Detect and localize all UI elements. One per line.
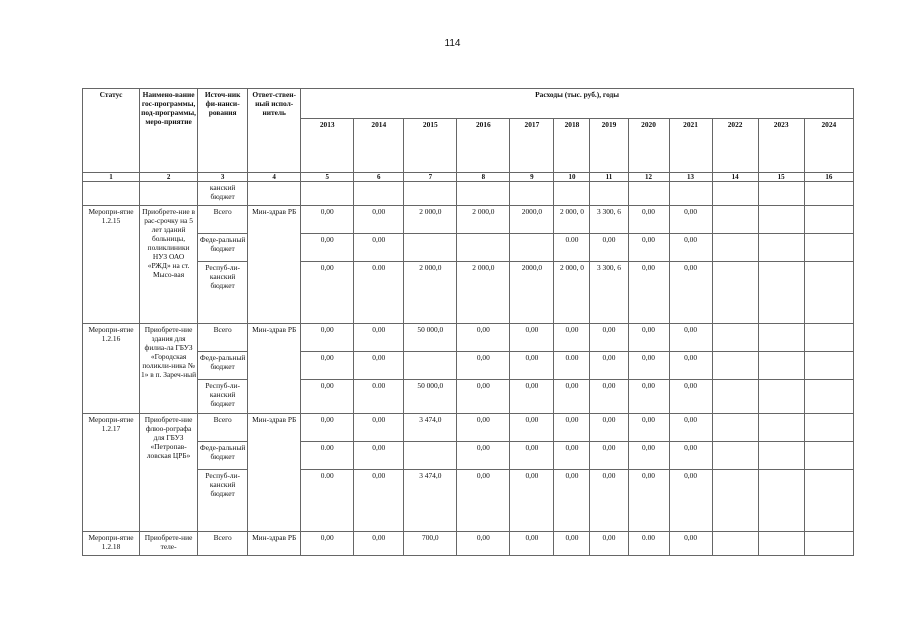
value-cell: 0,00 bbox=[354, 414, 404, 442]
value-cell: 0,00 bbox=[669, 532, 712, 556]
header-status: Статус bbox=[83, 89, 140, 173]
year-header: 2015 bbox=[404, 119, 457, 173]
value-cell bbox=[712, 442, 758, 470]
value-cell bbox=[712, 206, 758, 234]
value-cell bbox=[404, 352, 457, 380]
value-cell bbox=[804, 380, 853, 414]
value-cell bbox=[712, 324, 758, 352]
value-cell: 0,00 bbox=[554, 324, 590, 352]
value-cell bbox=[354, 182, 404, 206]
value-cell: 0,00 bbox=[669, 324, 712, 352]
table-row bbox=[83, 206, 854, 234]
year-header: 2020 bbox=[628, 119, 669, 173]
table-row bbox=[83, 352, 854, 380]
budget-table bbox=[82, 88, 854, 556]
value-cell bbox=[758, 414, 804, 442]
value-cell: 0,00 bbox=[354, 324, 404, 352]
measure-name-cell: Приобрете-ние теле- bbox=[140, 532, 198, 556]
value-cell: 0,00 bbox=[510, 380, 554, 414]
value-cell: 0,00 bbox=[590, 532, 628, 556]
column-number: 5 bbox=[301, 173, 354, 182]
value-cell: 0,00 bbox=[354, 532, 404, 556]
value-cell bbox=[628, 182, 669, 206]
value-cell bbox=[457, 182, 510, 206]
value-cell bbox=[758, 206, 804, 234]
value-cell bbox=[758, 352, 804, 380]
value-cell: 3 300, 6 bbox=[590, 262, 628, 324]
value-cell: 3 474,0 bbox=[404, 470, 457, 532]
table-row bbox=[83, 414, 854, 442]
value-cell bbox=[404, 182, 457, 206]
value-cell: 0,00 bbox=[301, 380, 354, 414]
value-cell bbox=[301, 182, 354, 206]
value-cell: 0,00 bbox=[628, 442, 669, 470]
value-cell: 0,00 bbox=[669, 352, 712, 380]
year-header: 2016 bbox=[457, 119, 510, 173]
value-cell: 0,00 bbox=[457, 414, 510, 442]
table-row bbox=[83, 470, 854, 532]
value-cell bbox=[804, 470, 853, 532]
value-cell: 0,00 bbox=[301, 532, 354, 556]
value-cell: 0.00 bbox=[354, 262, 404, 324]
value-cell bbox=[712, 262, 758, 324]
value-cell: 0,00 bbox=[669, 380, 712, 414]
status-cell: Меропри-ятие 1.2.17 bbox=[83, 414, 140, 532]
column-number: 6 bbox=[354, 173, 404, 182]
column-number: 13 bbox=[669, 173, 712, 182]
value-cell: 0,00 bbox=[301, 234, 354, 262]
value-cell: 0,00 bbox=[590, 352, 628, 380]
column-number: 9 bbox=[510, 173, 554, 182]
value-cell: 0,00 bbox=[628, 414, 669, 442]
year-header: 2024 bbox=[804, 119, 853, 173]
value-cell: 0,00 bbox=[628, 380, 669, 414]
value-cell bbox=[669, 182, 712, 206]
executor-cell: Мин-здрав РБ bbox=[248, 324, 301, 414]
value-cell bbox=[804, 414, 853, 442]
value-cell: 0,00 bbox=[354, 442, 404, 470]
value-cell bbox=[758, 234, 804, 262]
value-cell bbox=[712, 182, 758, 206]
table-row bbox=[83, 234, 854, 262]
value-cell: 0,00 bbox=[590, 324, 628, 352]
value-cell bbox=[712, 352, 758, 380]
header-source: Источ-ник фи-нанси-рования bbox=[198, 89, 248, 173]
executor-cell: Мин-здрав РБ bbox=[248, 532, 301, 556]
value-cell: 0,00 bbox=[301, 206, 354, 234]
year-header: 2017 bbox=[510, 119, 554, 173]
value-cell bbox=[804, 262, 853, 324]
value-cell bbox=[758, 262, 804, 324]
value-cell: 0,00 bbox=[628, 324, 669, 352]
value-cell: 0,00 bbox=[590, 414, 628, 442]
value-cell: 0,00 bbox=[510, 442, 554, 470]
value-cell: 0,00 bbox=[354, 470, 404, 532]
value-cell: 0,00 bbox=[457, 442, 510, 470]
value-cell bbox=[457, 234, 510, 262]
column-number: 11 bbox=[590, 173, 628, 182]
value-cell bbox=[804, 324, 853, 352]
value-cell: 0,00 bbox=[628, 206, 669, 234]
value-cell bbox=[712, 380, 758, 414]
value-cell bbox=[804, 442, 853, 470]
funding-source-cell: Феде-ральный бюджет bbox=[198, 352, 248, 380]
value-cell: 0,00 bbox=[457, 380, 510, 414]
value-cell: 3 300, 6 bbox=[590, 206, 628, 234]
value-cell bbox=[758, 182, 804, 206]
column-number: 2 bbox=[140, 173, 198, 182]
value-cell bbox=[712, 234, 758, 262]
funding-source-cell: Всего bbox=[198, 414, 248, 442]
value-cell bbox=[712, 414, 758, 442]
measure-name-cell: Приобрете-ние здания для филиа-ла ГБУЗ «Городская поликли-ника № 1» в п. Зареч-ный bbox=[140, 324, 198, 414]
status-cell: Меропри-ятие 1.2.16 bbox=[83, 324, 140, 414]
measure-name-cell: Приобрете-ние флюо-рографа для ГБУЗ «Петропав-ловская ЦРБ» bbox=[140, 414, 198, 532]
value-cell: 700,0 bbox=[404, 532, 457, 556]
column-number: 7 bbox=[404, 173, 457, 182]
value-cell: 0,00 bbox=[554, 532, 590, 556]
funding-source-cell: Всего bbox=[198, 532, 248, 556]
value-cell: 0,00 bbox=[669, 414, 712, 442]
status-cell: Меропри-ятие 1.2.18 bbox=[83, 532, 140, 556]
value-cell: 0,00 bbox=[669, 262, 712, 324]
value-cell: 2 000,0 bbox=[457, 262, 510, 324]
value-cell bbox=[758, 380, 804, 414]
column-number: 14 bbox=[712, 173, 758, 182]
value-cell: 2 000,0 bbox=[457, 206, 510, 234]
value-cell bbox=[804, 234, 853, 262]
value-cell: 0,00 bbox=[590, 470, 628, 532]
value-cell bbox=[758, 324, 804, 352]
value-cell: 0,00 bbox=[457, 324, 510, 352]
value-cell: 0,00 bbox=[669, 442, 712, 470]
column-number: 3 bbox=[198, 173, 248, 182]
value-cell: 0,00 bbox=[628, 470, 669, 532]
value-cell bbox=[712, 470, 758, 532]
value-cell: 0.00 bbox=[554, 234, 590, 262]
funding-source-cell: Всего bbox=[198, 206, 248, 234]
value-cell: 0,00 bbox=[554, 414, 590, 442]
column-number: 15 bbox=[758, 173, 804, 182]
value-cell bbox=[404, 234, 457, 262]
cont-name-cell bbox=[140, 182, 198, 206]
column-number: 4 bbox=[248, 173, 301, 182]
value-cell: 0,00 bbox=[457, 352, 510, 380]
value-cell: 50 000,0 bbox=[404, 324, 457, 352]
value-cell: 0.00 bbox=[628, 532, 669, 556]
cont-source-cell: канский бюджет bbox=[198, 182, 248, 206]
value-cell: 0,00 bbox=[510, 324, 554, 352]
funding-source-cell: Респуб-ли-канский бюджет bbox=[198, 262, 248, 324]
executor-cell: Мин-здрав РБ bbox=[248, 206, 301, 324]
value-cell: 0,00 bbox=[669, 470, 712, 532]
value-cell: 2000,0 bbox=[510, 262, 554, 324]
funding-source-cell: Респуб-ли-канский бюджет bbox=[198, 380, 248, 414]
column-number: 10 bbox=[554, 173, 590, 182]
value-cell: 2000,0 bbox=[510, 206, 554, 234]
value-cell: 0,00 bbox=[301, 324, 354, 352]
column-number: 1 bbox=[83, 173, 140, 182]
value-cell: 0,00 bbox=[669, 234, 712, 262]
value-cell: 0,00 bbox=[554, 470, 590, 532]
executor-cell: Мин-здрав РБ bbox=[248, 414, 301, 532]
value-cell bbox=[758, 442, 804, 470]
funding-source-cell: Феде-ральный бюджет bbox=[198, 234, 248, 262]
value-cell bbox=[804, 206, 853, 234]
value-cell bbox=[510, 234, 554, 262]
value-cell: 0,00 bbox=[457, 470, 510, 532]
value-cell: 0,00 bbox=[554, 442, 590, 470]
funding-source-cell: Всего bbox=[198, 324, 248, 352]
table-row bbox=[83, 532, 854, 556]
header-name: Наимено-вание гос-программы, под-программы, меро-приятие bbox=[140, 89, 198, 173]
value-cell: 0,00 bbox=[301, 262, 354, 324]
value-cell bbox=[590, 182, 628, 206]
value-cell bbox=[804, 182, 853, 206]
value-cell: 0,00 bbox=[457, 532, 510, 556]
column-number: 16 bbox=[804, 173, 853, 182]
value-cell: 0,00 bbox=[628, 352, 669, 380]
column-number: 12 bbox=[628, 173, 669, 182]
value-cell: 0,00 bbox=[510, 470, 554, 532]
value-cell: 2 000,0 bbox=[404, 206, 457, 234]
value-cell: 3 474,0 bbox=[404, 414, 457, 442]
value-cell: 0,00 bbox=[590, 442, 628, 470]
year-header: 2023 bbox=[758, 119, 804, 173]
year-header: 2018 bbox=[554, 119, 590, 173]
value-cell: 0,00 bbox=[554, 380, 590, 414]
cont-status-cell bbox=[83, 182, 140, 206]
value-cell bbox=[712, 532, 758, 556]
value-cell: 0,00 bbox=[510, 414, 554, 442]
measure-name-cell: Приобрете-ние в рас-срочку на 5 лет зданий больницы, поликлиники НУЗ ОАО «РЖД» на ст. Мысо-вая bbox=[140, 206, 198, 324]
value-cell: 0,00 bbox=[628, 262, 669, 324]
value-cell bbox=[404, 442, 457, 470]
value-cell: 0,00 bbox=[354, 352, 404, 380]
status-cell: Меропри-ятие 1.2.15 bbox=[83, 206, 140, 324]
header-expenses: Расходы (тыс. руб.), годы bbox=[301, 89, 854, 119]
value-cell: 0,00 bbox=[590, 234, 628, 262]
value-cell: 0,00 bbox=[301, 352, 354, 380]
value-cell: 0,00 bbox=[669, 206, 712, 234]
table-row bbox=[83, 380, 854, 414]
funding-source-cell: Феде-ральный бюджет bbox=[198, 442, 248, 470]
year-header: 2014 bbox=[354, 119, 404, 173]
value-cell: 50 000,0 bbox=[404, 380, 457, 414]
value-cell: 0,00 bbox=[354, 234, 404, 262]
value-cell bbox=[804, 532, 853, 556]
year-header: 2021 bbox=[669, 119, 712, 173]
value-cell bbox=[510, 182, 554, 206]
value-cell: 0,00 bbox=[301, 414, 354, 442]
value-cell: 0,00 bbox=[590, 380, 628, 414]
value-cell: 0.00 bbox=[354, 380, 404, 414]
value-cell bbox=[554, 182, 590, 206]
value-cell bbox=[758, 470, 804, 532]
table-row bbox=[83, 442, 854, 470]
table-row bbox=[83, 324, 854, 352]
year-header: 2019 bbox=[590, 119, 628, 173]
page-number: 114 bbox=[444, 38, 461, 49]
cont-executor-cell bbox=[248, 182, 301, 206]
value-cell: 2 000,0 bbox=[404, 262, 457, 324]
value-cell: 2 000, 0 bbox=[554, 206, 590, 234]
year-header: 2013 bbox=[301, 119, 354, 173]
value-cell: 0,00 bbox=[510, 532, 554, 556]
value-cell bbox=[804, 352, 853, 380]
table-row bbox=[83, 262, 854, 324]
value-cell: 0.00 bbox=[301, 442, 354, 470]
value-cell: 0,00 bbox=[510, 352, 554, 380]
value-cell: 0.00 bbox=[554, 352, 590, 380]
year-header: 2022 bbox=[712, 119, 758, 173]
value-cell: 0,00 bbox=[354, 206, 404, 234]
value-cell: 2 000, 0 bbox=[554, 262, 590, 324]
value-cell: 0.00 bbox=[301, 470, 354, 532]
header-executor: Ответ-ствен-ный испол-нитель bbox=[248, 89, 301, 173]
column-number: 8 bbox=[457, 173, 510, 182]
funding-source-cell: Респуб-ли-канский бюджет bbox=[198, 470, 248, 532]
value-cell bbox=[758, 532, 804, 556]
value-cell: 0,00 bbox=[628, 234, 669, 262]
